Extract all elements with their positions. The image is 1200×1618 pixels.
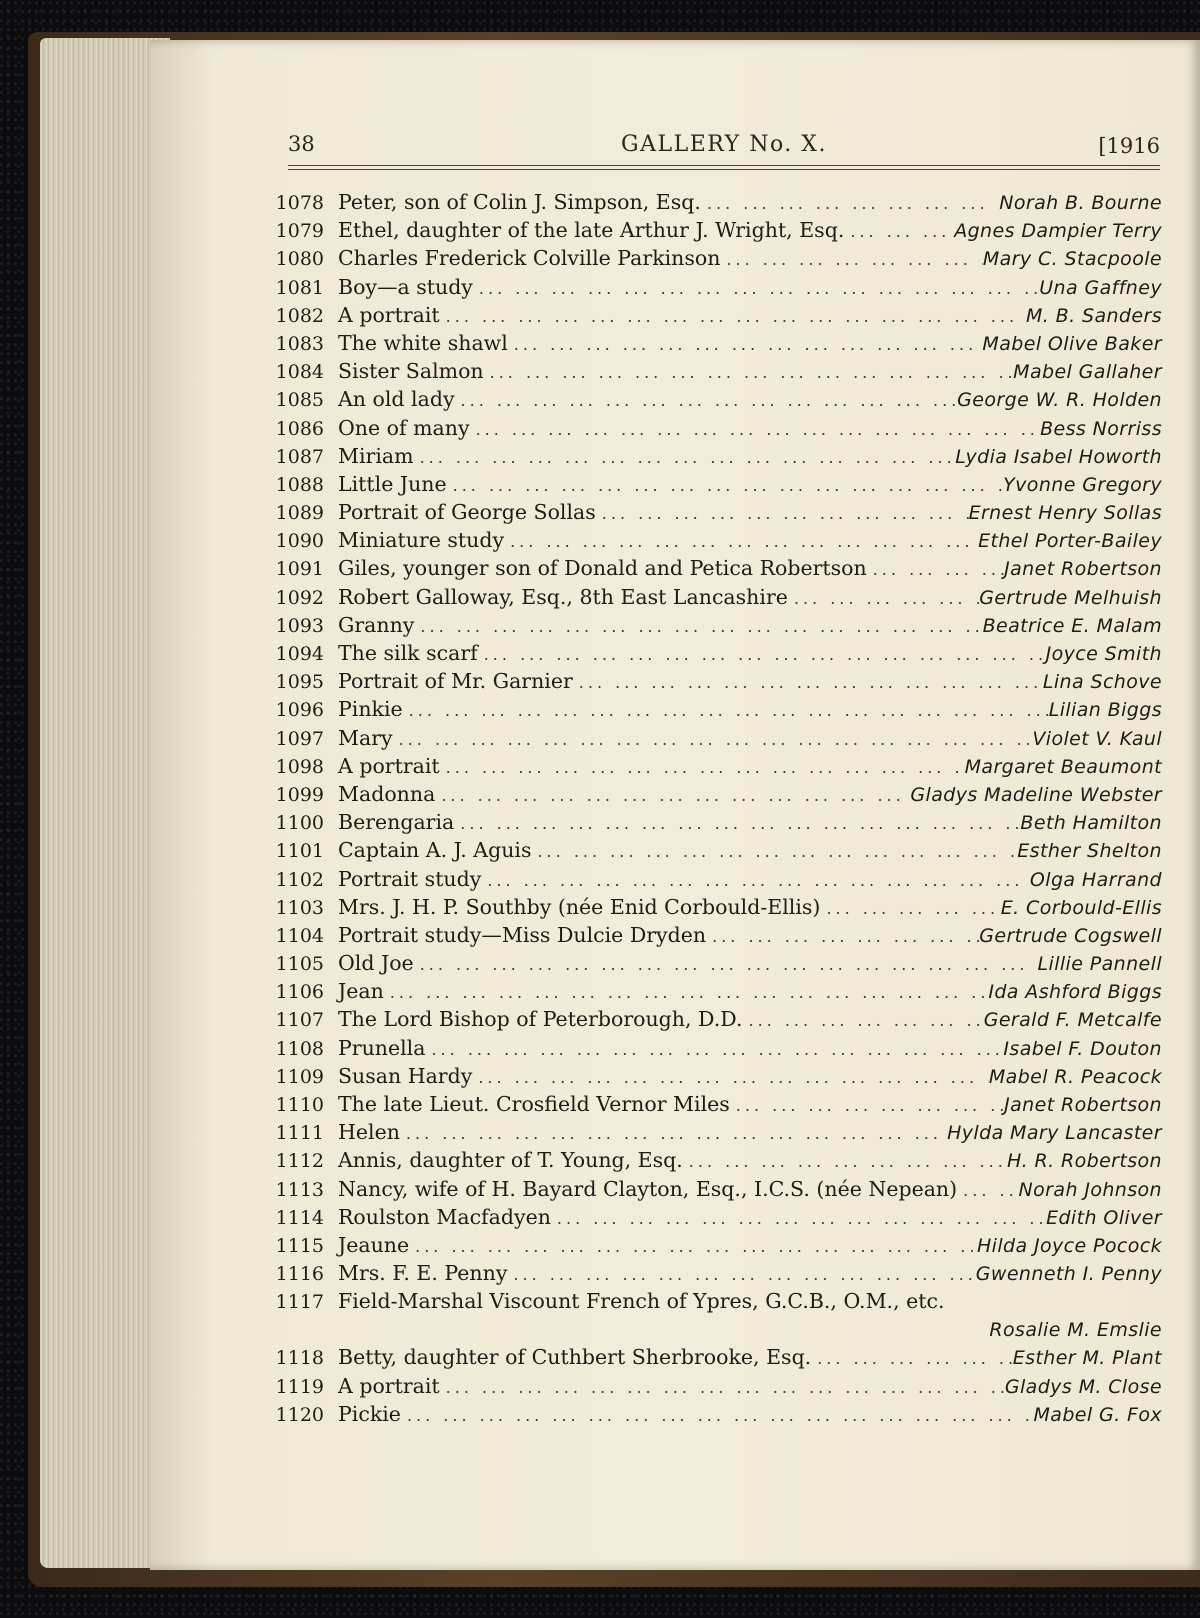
entry-artist: Una Gaffney [1039, 276, 1162, 299]
leader-dots [454, 814, 1020, 833]
entry-number: 1111 [275, 1122, 324, 1145]
entry-artist: M. B. Sanders [1026, 304, 1162, 327]
catalogue-entry [262, 867, 1162, 895]
leader-dots [742, 1011, 983, 1030]
entry-number: 1093 [275, 614, 324, 637]
entry-artist: Janet Robertson [1004, 1094, 1162, 1116]
entry-title: Roulston Macfadyen [338, 1204, 551, 1229]
header-rule [288, 169, 1160, 170]
entry-title: Portrait of Mr. Garnier [338, 669, 573, 694]
leader-dots [401, 1406, 1034, 1425]
leader-dots [484, 363, 1014, 382]
leader-dots [701, 194, 999, 213]
leader-dots [414, 448, 956, 467]
entry-number: 1118 [275, 1347, 324, 1370]
leader-dots [473, 279, 1039, 298]
entry-title: The Lord Bishop of Peterborough, D.D. [338, 1007, 743, 1032]
entry-title: Susan Hardy [338, 1063, 473, 1088]
entry-artist: Gertrude Melhuish [979, 586, 1162, 609]
entry-number: 1081 [275, 276, 324, 299]
entry-title: Berengaria [338, 810, 455, 835]
catalogue-entry [262, 754, 1162, 782]
entry-artist: Edith Oliver [1046, 1206, 1162, 1229]
entry-number: 1094 [275, 643, 324, 665]
entry-number: 1097 [275, 727, 324, 750]
entry-number: 1115 [275, 1234, 324, 1257]
entry-artist: Ernest Henry Sollas [968, 502, 1162, 525]
entry-number: 1104 [275, 924, 324, 947]
entry-number: 1106 [275, 981, 324, 1004]
catalogue-entry [262, 359, 1162, 387]
entry-title: Miniature study [338, 528, 505, 553]
catalogue-entry [262, 1233, 1162, 1261]
catalogue-entry [262, 838, 1162, 866]
entry-artist: Norah B. Bourne [999, 192, 1162, 214]
entry-number: 1119 [275, 1375, 324, 1398]
catalogue-entry [262, 1205, 1162, 1233]
catalogue-entry [262, 246, 1162, 274]
leader-dots [409, 1237, 977, 1256]
entry-artist: Isabel F. Douton [1003, 1037, 1162, 1060]
entry-number: 1085 [275, 389, 324, 412]
leader-dots [393, 730, 1033, 749]
entry-title: Portrait study—Miss Dulcie Dryden [338, 922, 707, 947]
entry-title: Miriam [338, 443, 414, 468]
catalogue-entry [262, 444, 1162, 472]
catalogue-entry [262, 218, 1162, 246]
entry-number: 1120 [275, 1403, 324, 1426]
entry-title: Peter, son of Colin J. Simpson, Esq. [338, 190, 701, 214]
entry-number: 1079 [275, 220, 324, 243]
catalogue-entry [262, 331, 1162, 359]
entry-title: Mary [338, 725, 393, 750]
entry-title: A portrait [338, 753, 440, 778]
entry-title: Robert Galloway, Esq., 8th East Lancashire [338, 584, 788, 609]
entry-title: Mrs. F. E. Penny [338, 1261, 508, 1286]
entry-number: 1116 [275, 1263, 324, 1286]
entry-title: Madonna [338, 781, 436, 806]
entry-artist: Gertrude Cogswell [979, 924, 1162, 947]
catalogue-entry [262, 472, 1162, 500]
catalogue-entry [262, 556, 1162, 584]
entry-artist: Agnes Dampier Terry [954, 220, 1162, 243]
leader-dots [435, 786, 910, 805]
leader-dots [384, 983, 989, 1002]
catalogue-entry [262, 275, 1162, 303]
leader-dots [425, 1040, 1003, 1059]
leader-dots [504, 532, 978, 551]
catalogue-entry [262, 810, 1162, 838]
leader-dots [551, 1209, 1046, 1228]
entry-title: Giles, younger son of Donald and Petica Robertson [338, 556, 867, 581]
entry-number: 1090 [275, 530, 324, 553]
entry-artist: Mabel G. Fox [1033, 1403, 1162, 1426]
catalogue-entry [262, 585, 1162, 613]
catalogue-entry [262, 1148, 1162, 1176]
catalogue-entry [262, 303, 1162, 331]
leader-dots [730, 1096, 1004, 1115]
entry-title: One of many [338, 415, 470, 440]
catalogue-entry [262, 613, 1162, 641]
entry-number: 1092 [275, 586, 324, 609]
entry-number: 1098 [275, 755, 324, 778]
entry-artist: Beth Hamilton [1020, 812, 1162, 835]
leader-dots [403, 701, 1049, 720]
entry-artist: Ida Ashford Biggs [988, 981, 1162, 1004]
gallery-title: GALLERY No. X. [621, 132, 827, 157]
catalogue-entry [262, 1374, 1162, 1402]
entry-title: Annis, daughter of T. Young, Esq. [338, 1148, 683, 1173]
entry-artist: Bess Norriss [1040, 417, 1162, 440]
header-rule [288, 165, 1160, 166]
leader-dots [447, 476, 1004, 495]
catalogue-entry [262, 1092, 1162, 1120]
entry-artist: Margaret Beaumont [964, 755, 1162, 778]
entry-artist: Norah Johnson [1018, 1178, 1162, 1201]
entry-number: 1091 [275, 558, 324, 581]
entry-artist: E. Corbould-Ellis [1000, 896, 1162, 919]
entry-artist: Beatrice E. Malam [982, 614, 1162, 637]
leader-dots [481, 871, 1030, 890]
entry-number: 1114 [275, 1206, 324, 1229]
catalogue-entry [262, 1177, 1162, 1205]
entry-title: Helen [338, 1120, 400, 1145]
catalogue-entry [262, 1064, 1162, 1092]
entry-artist: H. R. Robertson [1006, 1150, 1162, 1173]
entry-number: 1080 [275, 248, 324, 271]
entry-number: 1105 [275, 953, 324, 976]
entry-artist: Lina Schove [1042, 671, 1162, 694]
catalogue-entry [262, 190, 1162, 218]
leader-dots [820, 899, 1000, 918]
entry-title: Betty, daughter of Cuthbert Sherbrooke, Esq. [338, 1345, 812, 1370]
leader-dots [455, 391, 958, 410]
entry-title: Portrait of George Sollas [338, 500, 596, 525]
entry-title: Granny [338, 612, 415, 637]
entry-title: Portrait study [338, 866, 482, 891]
entry-number: 1099 [275, 783, 324, 806]
entry-number: 1095 [275, 671, 324, 694]
entry-artist: Esther M. Plant [1012, 1347, 1162, 1370]
entry-artist: Joyce Smith [1045, 643, 1162, 665]
entry-artist: George W. R. Holden [957, 389, 1162, 412]
catalogue-entry [262, 979, 1162, 1007]
leader-dots [507, 1265, 975, 1284]
entry-artist: Hilda Joyce Pocock [976, 1234, 1162, 1257]
leader-dots [470, 420, 1041, 439]
leader-dots [440, 758, 965, 777]
entry-artist: Gwenneth I. Penny [975, 1263, 1162, 1286]
leader-dots [508, 335, 983, 354]
entry-artist: Lillie Pannell [1037, 953, 1162, 976]
entry-artist: Yvonne Gregory [1003, 473, 1162, 496]
catalogue-list [262, 190, 1162, 1430]
catalogue-entry [262, 1261, 1162, 1289]
leader-dots [573, 673, 1043, 692]
catalogue-entry [262, 1007, 1162, 1035]
entry-number: 1100 [275, 812, 324, 835]
entry-number: 1087 [275, 445, 324, 468]
entry-artist: Gladys M. Close [1004, 1375, 1162, 1398]
entry-number: 1086 [275, 417, 324, 440]
entry-title: Jean [338, 979, 384, 1004]
entry-number: 1083 [275, 332, 324, 355]
entry-artist: Esther Shelton [1017, 840, 1162, 863]
entry-artist: Gladys Madeline Webster [910, 783, 1162, 806]
catalogue-entry [262, 1289, 1162, 1345]
leader-dots [957, 1181, 1018, 1200]
entry-number: 1112 [275, 1150, 324, 1173]
entry-title: Prunella [338, 1035, 426, 1060]
leader-dots [414, 617, 982, 636]
page-number: 38 [288, 132, 315, 156]
entry-title: Old Joe [338, 951, 414, 976]
catalogue-entry [262, 951, 1162, 979]
catalogue-entry [262, 1120, 1162, 1148]
leader-dots [531, 842, 1017, 861]
entry-title: Captain A. J. Aguis [338, 838, 532, 863]
catalogue-entry [262, 726, 1162, 754]
entry-title: Sister Salmon [338, 359, 484, 384]
entry-artist: Ethel Porter-Bailey [978, 530, 1162, 553]
entry-number: 1101 [275, 840, 324, 863]
catalogue-entry [262, 387, 1162, 415]
entry-number: 1117 [275, 1291, 324, 1314]
entry-title: Mrs. J. H. P. Southby (née Enid Corbould-Ellis) [338, 894, 821, 919]
entry-artist: Hylda Mary Lancaster [947, 1122, 1162, 1145]
entry-title: An old lady [338, 387, 455, 412]
entry-title: Pickie [338, 1401, 401, 1426]
entry-artist: Janet Robertson [1004, 558, 1162, 581]
entry-title: Boy—a study [338, 274, 473, 299]
entry-number: 1103 [275, 896, 324, 919]
entry-number: 1089 [275, 502, 324, 525]
leader-dots [400, 1124, 947, 1143]
entry-title: A portrait [338, 1373, 440, 1398]
entry-number: 1109 [275, 1065, 324, 1088]
catalogue-entry [262, 500, 1162, 528]
catalogue-entry [262, 895, 1162, 923]
entry-title: Field-Marshal Viscount French of Ypres, G.C.B., O.M., etc. [338, 1289, 945, 1314]
entry-title: The white shawl [338, 330, 508, 355]
entry-title: Jeaune [338, 1232, 410, 1257]
entry-number: 1113 [275, 1178, 324, 1201]
entry-title: Charles Frederick Colville Parkinson [338, 246, 721, 271]
entry-title: Pinkie [338, 697, 403, 722]
leader-dots [440, 1378, 1005, 1397]
catalogue-entry [262, 669, 1162, 697]
entry-artist: Mabel Olive Baker [982, 332, 1162, 355]
leader-dots [440, 307, 1026, 326]
entry-title: The silk scarf [338, 641, 478, 665]
entry-artist: Mary C. Stacpoole [982, 248, 1162, 271]
entry-artist: Lilian Biggs [1048, 699, 1162, 722]
leader-dots [788, 589, 979, 608]
entry-title: The late Lieut. Crosfield Vernor Miles [338, 1092, 730, 1116]
leader-dots [867, 560, 1004, 579]
catalogue-entry [262, 782, 1162, 810]
leader-dots [472, 1068, 989, 1087]
leader-dots [844, 222, 954, 241]
leader-dots [811, 1349, 1013, 1368]
catalogue-entry [262, 923, 1162, 951]
catalogue-entry [262, 528, 1162, 556]
entry-number: 1096 [275, 699, 324, 722]
entry-number: 1107 [275, 1009, 324, 1032]
entry-number: 1078 [275, 192, 324, 214]
entry-number: 1082 [275, 304, 324, 327]
entry-number: 1084 [275, 361, 324, 384]
catalogue-entry [262, 416, 1162, 444]
entry-title: A portrait [338, 302, 440, 327]
year-label: [1916 [1098, 134, 1160, 158]
entry-artist: Violet V. Kaul [1032, 727, 1162, 750]
entry-title: Nancy, wife of H. Bayard Clayton, Esq., I.C.S. (née Nepean) [338, 1176, 958, 1201]
entry-number: 1088 [275, 473, 324, 496]
leader-dots [596, 504, 969, 523]
entry-number: 1102 [275, 868, 324, 891]
entry-artist: Mabel Gallaher [1013, 361, 1162, 384]
leader-dots [478, 645, 1046, 664]
leader-dots [706, 927, 979, 946]
leader-dots [683, 1152, 1007, 1171]
entry-title: Little June [338, 471, 447, 496]
catalogue-entry [262, 697, 1162, 725]
catalogue-entry [262, 641, 1162, 669]
leader-dots [414, 955, 1038, 974]
entry-artist: Olga Harrand [1029, 868, 1162, 891]
entry-number: 1110 [275, 1094, 324, 1116]
entry-artist: Rosalie M. Emslie [989, 1319, 1162, 1342]
catalogue-entry [262, 1345, 1162, 1373]
entry-number: 1108 [275, 1037, 324, 1060]
catalogue-entry [262, 1036, 1162, 1064]
leader-dots [720, 250, 982, 269]
catalogue-entry [262, 1402, 1162, 1430]
page-header [288, 132, 1160, 172]
entry-artist: Gerald F. Metcalfe [983, 1009, 1162, 1032]
entry-title: Ethel, daughter of the late Arthur J. Wright, Esq. [338, 218, 845, 243]
entry-artist: Mabel R. Peacock [988, 1065, 1162, 1088]
entry-artist: Lydia Isabel Howorth [955, 445, 1162, 468]
